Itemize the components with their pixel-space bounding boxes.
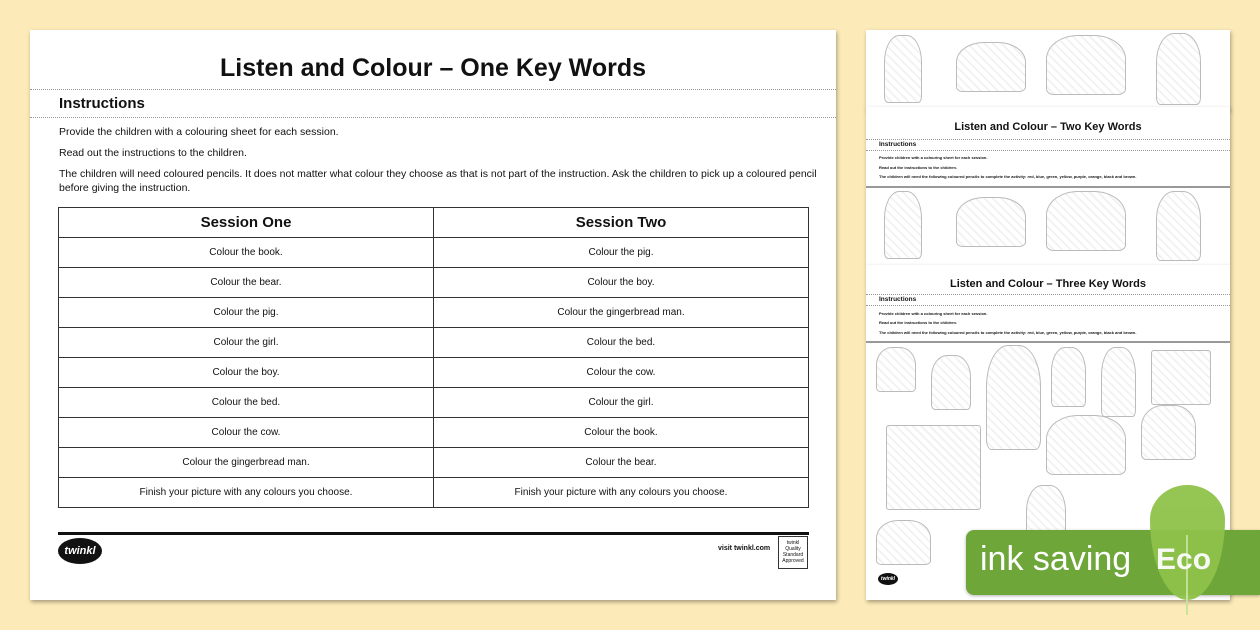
instruction-text: The children will need the following coloured pencils to complete the activity: red, blue, green, yellow, purple, orange, black and brown. [879,330,1137,335]
house-drawing [1151,350,1211,405]
quality-badge: twinkl Quality Standard Approved [778,536,808,569]
table-row [59,418,809,448]
boy-drawing [986,345,1041,450]
session-two-cell: Colour the bear. [434,448,809,478]
divider [30,117,836,118]
instruction-text: Provide children with a colouring sheet for each session. [879,311,988,316]
instruction-text: Read out the instructions to the children. [59,147,247,159]
session-one-cell: Colour the gingerbread man. [59,448,434,478]
table-row [59,298,809,328]
header-session-two: Session Two [434,208,809,238]
book-drawing [876,347,916,392]
session-two-cell: Colour the cow. [434,358,809,388]
divider [866,186,1230,188]
worksheet-one-key-words [30,30,836,600]
house-drawing [886,425,981,510]
twinkl-logo: twinkl [878,573,898,585]
table-row [59,388,809,418]
worksheet-two-key-words [866,107,1230,265]
session-two-cell: Colour the pig. [434,238,809,268]
worksheet-preview-images [866,30,1230,110]
instruction-text: The children will need coloured pencils. It does not matter what colour they choose as that is not part of the instruction. Ask the children to pick up a coloured pencil before giving the instruction. [59,168,817,194]
table-row [59,328,809,358]
session-one-cell: Colour the book. [59,238,434,268]
cow-drawing [1046,415,1126,475]
table-row [59,448,809,478]
divider [866,305,1230,306]
cow-drawing [1046,35,1126,95]
goat-drawing [956,197,1026,247]
visit-link: visit twinkl.com [718,545,771,552]
bear-drawing [1101,347,1136,417]
table-row [59,478,809,508]
session-one-cell: Colour the bed. [59,388,434,418]
pig-drawing [931,355,971,410]
session-two-cell: Colour the book. [434,418,809,448]
footer-rule [58,532,809,535]
session-one-cell: Colour the cow. [59,418,434,448]
session-two-cell: Colour the girl. [434,388,809,418]
goat-drawing [956,42,1026,92]
divider [30,89,836,90]
header-session-one: Session One [59,208,434,238]
instructions-heading: Instructions [879,296,917,303]
eco-label: Eco [1156,543,1212,576]
ink-saving-label: ink saving [980,540,1132,578]
worksheet-title: Listen and Colour – Three Key Words [950,278,1146,290]
bear-drawing [884,191,922,259]
cow-drawing [876,520,931,565]
twinkl-logo: twinkl [58,538,102,564]
session-one-cell: Colour the pig. [59,298,434,328]
instruction-text: The children will need the following coloured pencils to complete the activity: red, blue, green, yellow, purple, orange, black and brown. [879,174,1137,179]
bear-drawing [884,35,922,103]
divider [866,139,1230,140]
worksheet-title: Listen and Colour – One Key Words [220,54,646,82]
table-row [59,358,809,388]
table-row [59,268,809,298]
session-one-cell: Colour the girl. [59,328,434,358]
sessions-table [58,207,809,508]
cow-drawing [1046,191,1126,251]
divider [866,294,1230,295]
divider [866,150,1230,151]
instruction-text: Read out the instructions to the children. [879,320,958,325]
table-row [59,238,809,268]
worksheet-title: Listen and Colour – Two Key Words [954,121,1142,133]
instructions-heading: Instructions [879,141,917,148]
instruction-text: Provide the children with a colouring sheet for each session. [59,126,339,138]
goat-drawing [1141,405,1196,460]
girl-drawing [1051,347,1086,407]
session-one-cell: Colour the boy. [59,358,434,388]
instructions-heading: Instructions [59,95,145,112]
session-two-cell: Colour the bed. [434,328,809,358]
girl-drawing [1156,191,1201,261]
session-one-cell: Colour the bear. [59,268,434,298]
instruction-text: Provide children with a colouring sheet for each session. [879,155,988,160]
session-one-cell: Finish your picture with any colours you choose. [59,478,434,508]
divider [866,341,1230,343]
session-two-cell: Finish your picture with any colours you choose. [434,478,809,508]
girl-drawing [1156,33,1201,105]
instruction-text: Read out the instructions to the children. [879,165,958,170]
session-two-cell: Colour the boy. [434,268,809,298]
session-two-cell: Colour the gingerbread man. [434,298,809,328]
